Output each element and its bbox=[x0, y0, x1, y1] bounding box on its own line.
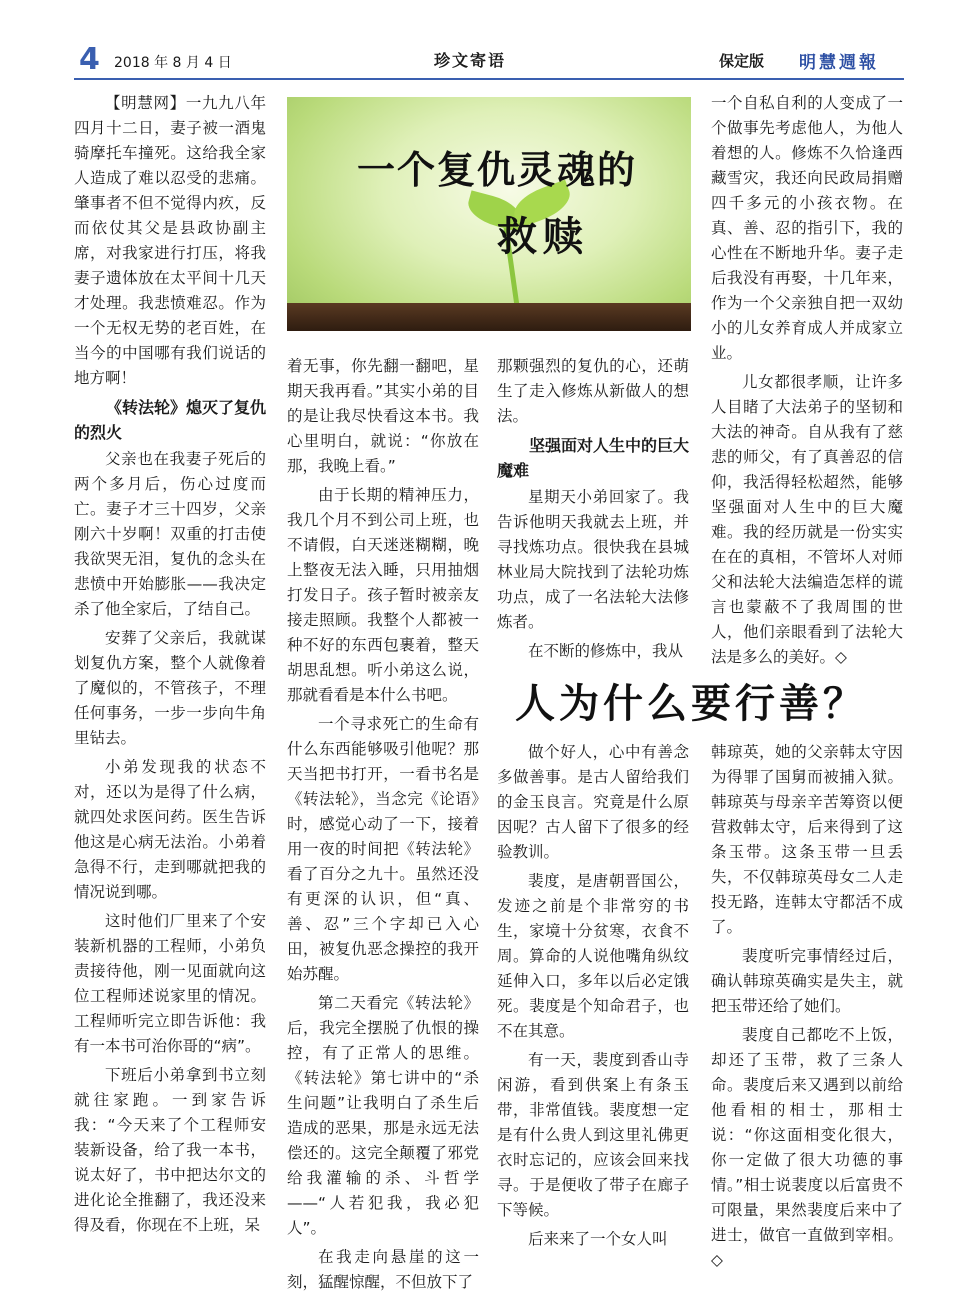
article2-column-1 bbox=[497, 740, 689, 1252]
subheading bbox=[74, 395, 266, 445]
paragraph: 安葬了父亲后，我就谋划复仇方案，整个人就像着了魔似的，不管孩子，不理任何事务，一步一步向牛角里钻去。 bbox=[74, 629, 266, 747]
edition-label: 保定版 bbox=[719, 52, 765, 70]
subheading bbox=[497, 433, 689, 483]
subheading-text: 坚强面对人生中的巨大魔难 bbox=[497, 436, 690, 480]
paragraph: 做个好人，心中有善念多做善事。是古人留给我们的金玉良言。究竟是什么原因呢？古人留下了很多的经验教训。 bbox=[497, 743, 689, 861]
paragraph: 第二天看完《转法轮》后，我完全摆脱了仇恨的操控，有了正常人的思维。《转法轮》第七讲中的“杀生问题”让我明白了杀生后造成的恶果，那是永远无法偿还的。这完全颠覆了邪党给我灌输的杀、斗哲学——“人若犯我，我必犯人”。 bbox=[287, 994, 479, 1237]
paragraph: 裴度自己都吃不上饭，却还了玉带，救了三条人命。裴度后来又遇到以前给他看相的相士，那相士说：“你这面相变化很大，你一定做了很大功德的事情。”相士说裴度以后富贵不可限量，果然裴度后来中了进士，做官一直做到宰相。◇ bbox=[711, 1026, 903, 1269]
paragraph: 在我走向悬崖的这一刻，猛醒惊醒，不但放下了 bbox=[287, 1248, 479, 1291]
header-rule bbox=[74, 78, 904, 80]
paragraph: 由于长期的精神压力，我几个月不到公司上班，也不请假，白天迷迷糊糊，晚上整夜无法入睡，只用抽烟打发日子。孩子暂时被亲友接走照顾。我整个人都被一种不好的东西包裹着，整天胡思乱想。听小弟这么说，那就看看是本什么书吧。 bbox=[287, 486, 479, 704]
paragraph: 这时他们厂里来了个安装新机器的工程师，小弟负责接待他，刚一见面就向这位工程师述说家里的情况。工程师听完立即告诉他：我有一本书可治你哥的“病”。 bbox=[74, 912, 266, 1055]
subheading-text: 《转法轮》熄灭了复仇的烈火 bbox=[74, 398, 267, 442]
page-number: 4 bbox=[79, 42, 100, 77]
newspaper-brand: 明慧週報 bbox=[799, 53, 879, 73]
paragraph: 那颗强烈的复仇的心，还萌生了走入修炼从新做人的想法。 bbox=[497, 357, 689, 425]
issue-date: 2018 年 8 月 4 日 bbox=[114, 55, 232, 71]
soil bbox=[287, 303, 691, 331]
article1-title-line2: 救赎 bbox=[497, 213, 589, 260]
paragraph: 一个寻求死亡的生命有什么东西能够吸引他呢？那天当把书打开，一看书名是《转法轮》，当念完《论语》时，感觉心动了一下，接着用一夜的时间把《转法轮》看了百分之九十。虽然还没有更深的认识，但“真、善、忍”三个字却已入心田，被复仇恶念操控的我开始苏醒。 bbox=[287, 715, 479, 983]
paragraph: 父亲也在我妻子死后的两个多月后，伤心过度而亡。妻子才三十四岁，父亲刚六十岁啊！双重的打击使我欲哭无泪，复仇的念头在悲愤中开始膨胀——我决定杀了他全家后，了结自己。 bbox=[74, 450, 266, 618]
article2-column-2 bbox=[711, 740, 903, 1273]
paragraph: 裴度听完事情经过后，确认韩琼英确实是失主，就把玉带还给了她们。 bbox=[711, 947, 903, 1015]
paragraph: 着无事，你先翻一翻吧，星期天我再看。”其实小弟的目的是让我尽快看这本书。我心里明白，就说：“你放在那，我晚上看。” bbox=[287, 357, 479, 475]
article1-column-1 bbox=[74, 91, 266, 1238]
article1-title-photo bbox=[287, 97, 691, 331]
paragraph: 一个自私自利的人变成了一个做事先考虑他人，为他人着想的人。修炼不久恰逢西藏雪灾，我还向民政局捐赠四千多元的小孩衣物。在真、善、忍的指引下，我的心性在不断地升华。妻子走后我没有再娶，十几年来，作为一个父亲独自把一双幼小的儿女养育成人并成家立业。 bbox=[711, 94, 903, 362]
paragraph: 下班后小弟拿到书立刻就往家跑。一到家告诉我：“今天来了个工程师安装新设备，给了我一本书，说太好了，书中把达尔文的进化论全推翻了，我还没来得及看，你现在不上班，呆 bbox=[74, 1066, 266, 1234]
article1-title-line1: 一个复仇灵魂的 bbox=[357, 147, 638, 192]
section-title: 珍文寄语 bbox=[434, 51, 507, 70]
paragraph: 小弟发现我的状态不对，还以为是得了什么病，就四处求医问药。医生告诉他这是心病无法治。小弟着急得不行，走到哪就把我的情况说到哪。 bbox=[74, 758, 266, 901]
article1-column-2 bbox=[287, 354, 479, 1295]
article1-column-3 bbox=[497, 354, 689, 664]
paragraph: 后来来了一个女人叫 bbox=[528, 1230, 668, 1248]
page-header bbox=[74, 44, 904, 76]
paragraph: 在不断的修炼中，我从 bbox=[528, 642, 684, 660]
paragraph: 星期天小弟回家了。我告诉他明天我就去上班，并寻找炼功点。很快我在县城林业局大院找到了法轮功炼功点，成了一名法轮大法修炼者。 bbox=[497, 488, 689, 631]
paragraph: 儿女都很孝顺，让许多人目睹了大法弟子的坚韧和大法的神奇。自从我有了慈悲的师父，有了真善忍的信仰，我活得轻松超然，能够坚强面对人生中的巨大魔难。我的经历就是一份实实在在的真相，不管坏人对师父和法轮大法编造怎样的谎言也蒙蔽不了我周围的世人，他们亲眼看到了法轮大法是多么的美好。◇ bbox=[711, 373, 903, 666]
article1-column-4 bbox=[711, 91, 903, 670]
paragraph: 裴度，是唐朝晋国公，发迹之前是个非常穷的书生，家境十分贫寒，衣食不周。算命的人说他嘴角纵纹延伸入口，多年以后必定饿死。裴度是个知命君子，也不在其意。 bbox=[497, 872, 689, 1040]
paragraph: 有一天，裴度到香山寺闲游，看到供案上有条玉带，非常值钱。裴度想一定是有什么贵人到这里礼佛更衣时忘记的，应该会回来找寻。于是便收了带子在廊子下等候。 bbox=[497, 1051, 689, 1219]
article2-headline: 人为什么要行善？ bbox=[515, 680, 867, 727]
paragraph: 【明慧网】一九九八年四月十二日，妻子被一酒鬼骑摩托车撞死。这给我全家人造成了难以忍受的悲痛。肇事者不但不觉得内疚，反而依仗其父是县政协副主席，对我家进行打压，将我妻子遗体放在太平间十几天才处理。我悲愤难忍。作为一个无权无势的老百姓，在当今的中国哪有我们说话的地方啊！ bbox=[74, 94, 266, 387]
paragraph: 韩琼英，她的父亲韩太守因为得罪了国舅而被捕入狱。韩琼英与母亲辛苦筹资以便营救韩太守，后来得到了这条玉带。这条玉带一旦丢失，不仅韩琼英母女二人走投无路，连韩太守都活不成了。 bbox=[711, 743, 903, 936]
